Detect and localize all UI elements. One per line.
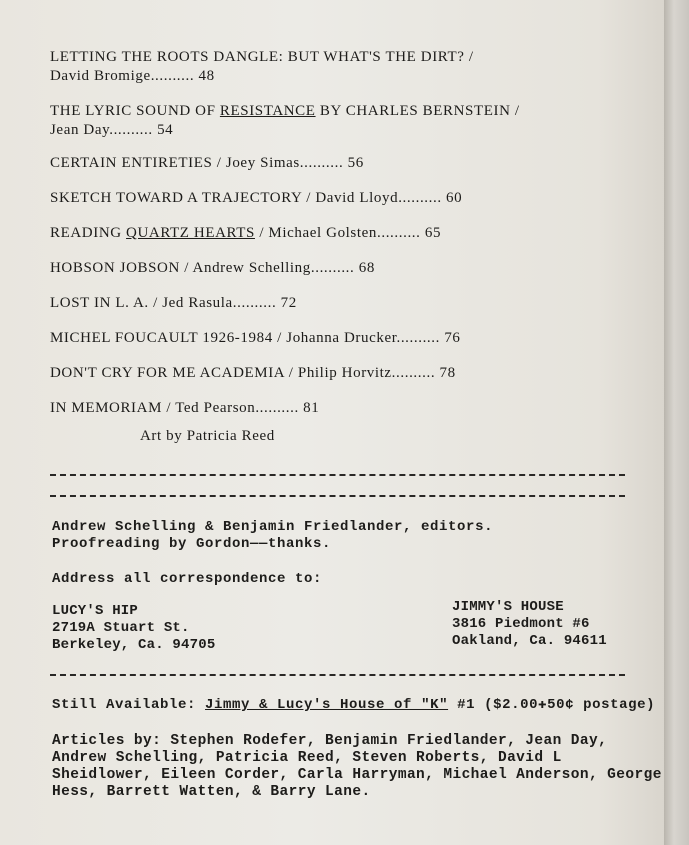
still-available-title: Jimmy & Lucy's House of "K" (205, 697, 449, 713)
lucy-name: LUCY'S HIP (52, 603, 139, 619)
toc-title (50, 224, 610, 243)
jimmy-city: Oakland, Ca. 94611 (452, 633, 607, 649)
toc-entry (50, 154, 610, 173)
dashed-divider (50, 495, 625, 497)
still-available (52, 697, 655, 714)
toc-title-underlined: RESISTANCE (219, 103, 316, 119)
toc-title: LETTING THE ROOTS DANGLE: BUT WHAT'S THE DIRT? / (50, 49, 474, 65)
toc-title-part: THE LYRIC SOUND OF (50, 103, 220, 119)
toc-entry (50, 224, 610, 243)
toc-entry (50, 329, 610, 348)
lucy-city: Berkeley, Ca. 94705 (52, 637, 216, 653)
credits (52, 519, 493, 553)
toc-entry (50, 399, 610, 418)
jimmys-house-address (452, 599, 607, 650)
toc-title-part: / Michael Golsten.......... 65 (254, 225, 442, 241)
toc-title: CERTAIN ENTIRETIES / Joey Simas.......... 56 (50, 155, 364, 171)
toc-title: MICHEL FOUCAULT 1926-1984 / Johanna Drucker.......... 76 (50, 330, 461, 346)
toc-entry (50, 102, 610, 140)
table-of-contents (50, 48, 610, 430)
toc-entry (50, 48, 610, 86)
toc-title: HOBSON JOBSON / Andrew Schelling.......... 68 (50, 260, 375, 276)
toc-title: IN MEMORIAM / Ted Pearson.......... 81 (50, 400, 320, 416)
toc-entry (50, 364, 610, 383)
still-available-price: #1 ($2.00✚50¢ postage) (448, 697, 656, 713)
toc-title-part: READING (50, 225, 127, 241)
toc-entry (50, 259, 610, 278)
toc-title: DON'T CRY FOR ME ACADEMIA / Philip Horvitz.......... 78 (50, 365, 456, 381)
toc-entry (50, 189, 610, 208)
art-credit: Art by Patricia Reed (140, 428, 275, 444)
dashed-divider (50, 674, 625, 676)
proofreading-line: Proofreading by Gordon——thanks. (52, 536, 332, 552)
dashed-divider (50, 474, 625, 476)
editors-line: Andrew Schelling & Benjamin Friedlander, editors. (52, 519, 494, 535)
address-heading: Address all correspondence to: (52, 571, 323, 587)
toc-title: LOST IN L. A. / Jed Rasula.......... 72 (50, 295, 297, 311)
toc-title-part: BY CHARLES BERNSTEIN / (315, 103, 520, 119)
lucy-street: 2719A Stuart St. (52, 620, 190, 636)
toc-author-page: David Bromige.......... 48 (50, 68, 215, 84)
still-available-label: Still Available: (52, 697, 206, 713)
toc-title-underlined: QUARTZ HEARTS (126, 225, 255, 241)
jimmy-street: 3816 Piedmont #6 (452, 616, 590, 632)
jimmy-name: JIMMY'S HOUSE (452, 599, 564, 615)
toc-entry (50, 294, 610, 313)
page-edge (664, 0, 689, 845)
lucys-hip-address (52, 603, 215, 654)
toc-title (50, 102, 610, 121)
articles-by: Articles by: Stephen Rodefer, Benjamin Friedlander, Jean Day, Andrew Schelling, Patricia Reed, Steven Roberts, David L Sheidlower, Eileen Corder, Carla Harryman, Michael Anderson, George Hess, Barrett Watten, & Barry Lane. (52, 733, 662, 800)
toc-title: SKETCH TOWARD A TRAJECTORY / David Lloyd.......... 60 (50, 190, 463, 206)
toc-author-page: Jean Day.......... 54 (50, 122, 174, 138)
